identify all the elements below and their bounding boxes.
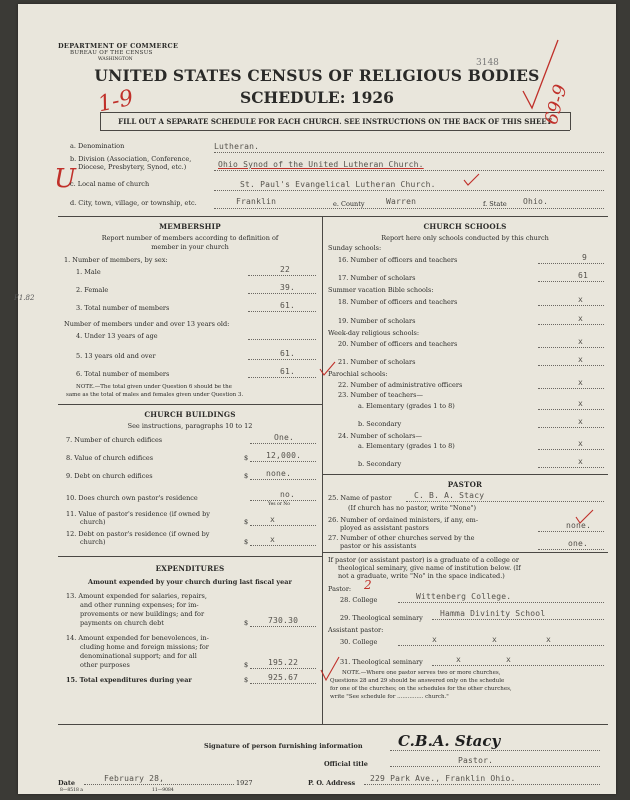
q26-value: none.	[566, 521, 592, 530]
q27-value: one.	[568, 539, 589, 548]
total-members-label: 3. Total number of members	[76, 304, 170, 312]
residence-value-amount: x	[270, 515, 276, 524]
q23-label: 23. Number of teachers—	[338, 391, 423, 399]
q26-line-1: 26. Number of ordained ministers, if any, em-	[328, 516, 479, 524]
date-label: Date	[58, 779, 75, 787]
residence-value-label: 11. Value of pastor's residence (if owned by	[66, 510, 210, 518]
q16-label: 16. Number of officers and teachers	[338, 256, 458, 264]
edifices-value-label: 8. Value of church edifices	[66, 454, 154, 462]
male-label: 1. Male	[76, 268, 101, 276]
graduate-line-1: If pastor (or assistant pastor) is a graduate of a college or	[328, 556, 519, 564]
official-title-label: Official title	[324, 760, 368, 768]
check-mark-icon	[318, 654, 342, 684]
q29-value: Hamma Divinity School	[440, 609, 546, 618]
county-label: e. County	[333, 200, 365, 208]
q19-label: 19. Number of scholars	[338, 317, 416, 325]
form-subtitle: SCHEDULE: 1926	[240, 88, 394, 107]
total-members-6-label: 6. Total number of members	[76, 370, 170, 378]
residence-debt-amount: x	[270, 535, 276, 544]
check-mark-icon	[518, 36, 563, 111]
residence-debt-church: church)	[80, 538, 106, 546]
q22-value: x	[578, 378, 584, 387]
expenditures-sub: Amount expended by your church during last fiscal year	[88, 578, 292, 586]
graduate-line-2: theological seminary, give name of institution below. (If	[338, 564, 521, 572]
print-number: 11—9084	[152, 788, 174, 793]
q18-label: 18. Number of officers and teachers	[338, 298, 458, 306]
division-label: b. Division (Association, Conference,	[70, 155, 192, 163]
parochial-label: Parochial schools:	[328, 370, 388, 378]
u-mark-annotation: U	[54, 164, 76, 194]
denomination-value: Lutheran.	[214, 142, 260, 151]
edifices-debt-value: none.	[266, 469, 292, 478]
q28-label: 28. College	[340, 596, 378, 604]
graduate-line-3: not a graduate, write "No" in the space indicated.)	[338, 572, 505, 580]
official-title-value: Pastor.	[458, 756, 494, 765]
form-number: 8—8518 a	[60, 788, 83, 793]
signature-label: Signature of person furnishing information	[204, 742, 363, 750]
q24-label: 24. Number of scholars—	[338, 432, 422, 440]
q14-line-4: other purposes	[80, 661, 130, 669]
vacation-label: Summer vacation Bible schools:	[328, 286, 434, 294]
date-value: February 28,	[104, 774, 165, 783]
q28-value: Wittenberg College.	[416, 592, 512, 601]
state-value: Ohio.	[523, 197, 549, 206]
assistant-label: Assistant pastor:	[328, 626, 384, 634]
q24-secondary-value: x	[578, 457, 584, 466]
pastor-note-4: write "See schedule for ............... church."	[330, 694, 449, 700]
q23-elementary-value: x	[578, 399, 584, 408]
membership-note: F1.82	[14, 294, 35, 302]
right-margin-annotation: 69-9	[540, 82, 572, 127]
pastor-sub-label: Pastor:	[328, 585, 352, 593]
q22-label: 22. Number of administrative officers	[338, 381, 463, 389]
q24-elementary-value: x	[578, 439, 584, 448]
schools-sub: Report here only schools conducted by this church	[381, 234, 549, 242]
q25-note: (If church has no pastor, write "None")	[348, 504, 477, 512]
female-value: 39.	[280, 283, 296, 292]
membership-note-2: same as the total of males and females given under Question 3.	[66, 392, 244, 398]
age-intro: Number of members under and over 13 years old:	[64, 320, 230, 328]
q19-value: x	[578, 314, 584, 323]
q18-value: x	[578, 295, 584, 304]
q14-line-2: cluding home and foreign missions; for	[80, 643, 209, 651]
q21-value: x	[578, 355, 584, 364]
city-label: WASHINGTON	[98, 57, 133, 62]
po-address-label: P. O. Address	[308, 779, 356, 787]
church-name-value: St. Paul's Evangelical Lutheran Church.	[240, 180, 436, 189]
bureau-label: BUREAU OF THE CENSUS	[70, 50, 153, 56]
q27-line-2: pastor or his assistants	[340, 542, 417, 550]
q13-line-4: payments on church debt	[80, 619, 164, 627]
church-name-label: c. Local name of church	[70, 180, 150, 188]
q30-label: 30. College	[340, 638, 378, 646]
instructions-line: FILL OUT A SEPARATE SCHEDULE FOR EACH CHURCH. SEE INSTRUCTIONS ON THE BACK OF THIS SHEET	[118, 117, 552, 126]
q27-line-1: 27. Number of other churches served by the	[328, 534, 475, 542]
owns-residence-value: no.	[280, 490, 296, 499]
q14-line-1: 14. Amount expended for benevolences, in-	[66, 634, 209, 642]
pastor-note-3: for one of the churches; on the schedules for the other churches,	[330, 686, 512, 692]
buildings-heading: CHURCH BUILDINGS	[144, 410, 236, 419]
q24-secondary-label: b. Secondary	[358, 460, 402, 468]
year-label: 1927	[236, 779, 253, 787]
po-address-value: 229 Park Ave., Franklin Ohio.	[370, 774, 516, 783]
edifices-label: 7. Number of church edifices	[66, 436, 163, 444]
residence-value-church: church)	[80, 518, 106, 526]
q17-label: 17. Number of scholars	[338, 274, 416, 282]
signature: C.B.A. Stacy	[398, 732, 501, 750]
q29-label: 29. Theological seminary	[340, 614, 423, 622]
q14-line-3: denominational support; and for all	[80, 652, 197, 660]
over-13-value: 61.	[280, 349, 296, 358]
pastor-note-2: Questions 28 and 29 should be answered only on the schedule	[330, 678, 505, 684]
q23-elementary-label: a. Elementary (grades 1 to 8)	[358, 402, 455, 410]
q13-line-3: provements or new buildings; and for	[80, 610, 205, 618]
q31-label: 31. Theological seminary	[340, 658, 423, 666]
buildings-sub: See instructions, paragraphs 10 to 12	[127, 422, 253, 430]
sunday-schools-label: Sunday schools:	[328, 244, 382, 252]
q15-value: 925.67	[268, 673, 299, 682]
edifices-value: One.	[274, 433, 295, 442]
male-value: 22	[280, 265, 291, 274]
division-label-2: Diocese, Presbytery, Synod, etc.)	[78, 163, 187, 171]
q13-line-1: 13. Amount expended for salaries, repairs,	[66, 592, 207, 600]
department-label: DEPARTMENT OF COMMERCE	[58, 42, 179, 50]
q25-value: C. B. A. Stacy	[414, 491, 485, 500]
q23-secondary-value: x	[578, 417, 584, 426]
q20-value: x	[578, 337, 584, 346]
membership-intro: Report number of members according to definition of	[101, 234, 279, 242]
weekday-label: Week-day religious schools:	[328, 329, 420, 337]
city-value: Franklin	[236, 197, 277, 206]
membership-note-1: NOTE.—The total given under Question 6 should be the	[76, 384, 232, 390]
q23-secondary-label: b. Secondary	[358, 420, 402, 428]
q16-value: 9	[582, 253, 588, 262]
denomination-label: a. Denomination	[70, 142, 125, 150]
county-value: Warren	[386, 197, 417, 206]
q21-label: 21. Number of scholars	[338, 358, 416, 366]
q24-elementary-label: a. Elementary (grades 1 to 8)	[358, 442, 455, 450]
total-members-value: 61.	[280, 301, 296, 310]
membership-heading: MEMBERSHIP	[159, 222, 221, 231]
form-title: UNITED STATES CENSUS OF RELIGIOUS BODIES	[94, 66, 540, 85]
city-label-field: d. City, town, village, or township, etc.	[70, 199, 197, 207]
check-mark-icon	[462, 172, 482, 188]
q20-label: 20. Number of officers and teachers	[338, 340, 458, 348]
under-13-label: 4. Under 13 years of age	[76, 332, 158, 340]
expenditures-heading: EXPENDITURES	[155, 564, 225, 573]
q15-label: 15. Total expenditures during year	[66, 676, 192, 684]
check-mark-icon	[574, 508, 596, 526]
pastor-heading: PASTOR	[447, 480, 483, 489]
over-13-label: 5. 13 years old and over	[76, 352, 156, 360]
schools-heading: CHURCH SCHOOLS	[423, 222, 507, 231]
q13-line-2: and other running expenses; for im-	[80, 601, 199, 609]
state-label: f. State	[483, 200, 507, 208]
q26-line-2: ployed as assistant pastors	[340, 524, 429, 532]
q13-value: 730.30	[268, 616, 299, 625]
q14-value: 195.22	[268, 658, 299, 667]
census-schedule-page: DEPARTMENT OF COMMERCE BUREAU OF THE CENSUS WASHINGTON 3148 UNITED STATES CENSUS OF RELIGIOUS BODIES SCHEDULE: 1926 FILL OUT A SEPARATE SCHEDULE FOR EACH CHURCH. SEE INSTRUCTIONS ON THE BACK OF THIS SHEET 1-9 69-9 U F1.82 a. Denomination Lutheran. b. Division (Association, Conference, Diocese, Presbytery, Synod, etc.) Ohio Synod of the United Lutheran Church. c. Local name of church St. Paul's Evangelical Lutheran Church. d. City, town, village, or township, etc. Franklin e. County Warren f. State Ohio. MEMBERSHIP Report number of members according to definition of member in your church 1. Number of members, by sex: 1. Male 22 2. Female 39. 3. Total number of members 61. Number of members under and over 13 years old: 4. Under 13 years of age 5. 13 years old and over 61. 6. Total number of members 61. NOTE.—The total given under Question 6 should be the same as the total of males and females given under Question 3. CHURCH BUILDINGS See instructions, paragraphs 10 to 12 7. Number of church edifices One. 8. Value of church edifices $ 12,000. 9. Debt on church edifices $ none. 10. Does church own pastor's residence no. Yes or No 11. Value of pastor's residence (if owned by church) $ x 12. Debt on pastor's residence (if owned by church) $ x EXPENDITURES Amount expended by your church during last fiscal year 13. Amount expended for salaries, repairs, and other running expenses; for im- provements or new buildings; and for payments on church debt $ 730.30 14. Amount expended for benevolences, in- cluding home and foreign missions; for denominational support; and for all other purposes $ 195.22 15. Total expenditures during year $ 925.67 CHURCH SCHOOLS Report here only schools conducted by this church Sunday schools: 16. Number of officers and teachers 9 17. Number of scholars 61 Summer vacation Bible schools: 18. Number of officers and teachers x 19. Number of scholars x Week-day religious schools: 20. Number of officers and teachers x 21. Number of scholars x Parochial schools: 22. Number of administrative officers x 23. Number of teachers— a. Elementary (grades 1 to 8) x b. Secondary x 24. Number of scholars— a. Elementary (grades 1 to 8) x b. Secondary x PASTOR 25. Name of pastor C. B. A. Stacy (If church has no pastor, write "None") 26. Number of ordained ministers, if any, em- ployed as assistant pastors none. 27. Number of other churches served by the pastor or his assistants one. If pastor (or assistant pastor) is a graduate of a college or theological seminary, give name of institution below. (If not a graduate, write "No" in the space indicated.) Pastor: 2 28. College Wittenberg College. 29. Theological seminary Hamma Divinity School Assistant pastor: 30. College x x x 31. Theological seminary x x NOTE.—Where one pastor serves two or more churches, Questions 28 and 29 should be answered only on the schedule for one of the churches; on the schedules for the other churches, write "See schedule for ............... church." Signature of person furnishing information C.B.A. Stacy Official title Pastor. Date February 28, 1927 P. O. Address 229 Park Ave., Franklin Ohio. 8—8518 a 11—9084	[18, 4, 616, 794]
stamp-number: 3148	[476, 58, 499, 68]
check-mark-icon	[318, 360, 338, 378]
edifices-value-amount: 12,000.	[266, 451, 302, 460]
total-members-6-value: 61.	[280, 367, 296, 376]
residence-debt-label: 12. Debt on pastor's residence (if owned by	[66, 530, 210, 538]
q25-label: 25. Name of pastor	[328, 494, 392, 502]
membership-intro-2: member in your church	[151, 243, 229, 251]
edifices-debt-label: 9. Debt on church edifices	[66, 472, 153, 480]
pastor-note-1: NOTE.—Where one pastor serves two or more churches,	[342, 670, 501, 676]
q17-value: 61	[578, 271, 589, 280]
left-margin-annotation: 1-9	[95, 85, 136, 118]
female-label: 2. Female	[76, 286, 109, 294]
members-by-sex: 1. Number of members, by sex:	[64, 256, 168, 264]
division-value: Ohio Synod of the United Lutheran Church.	[218, 160, 424, 169]
yes-no-label: Yes or No	[268, 502, 290, 507]
owns-residence-label: 10. Does church own pastor's residence	[66, 494, 198, 502]
